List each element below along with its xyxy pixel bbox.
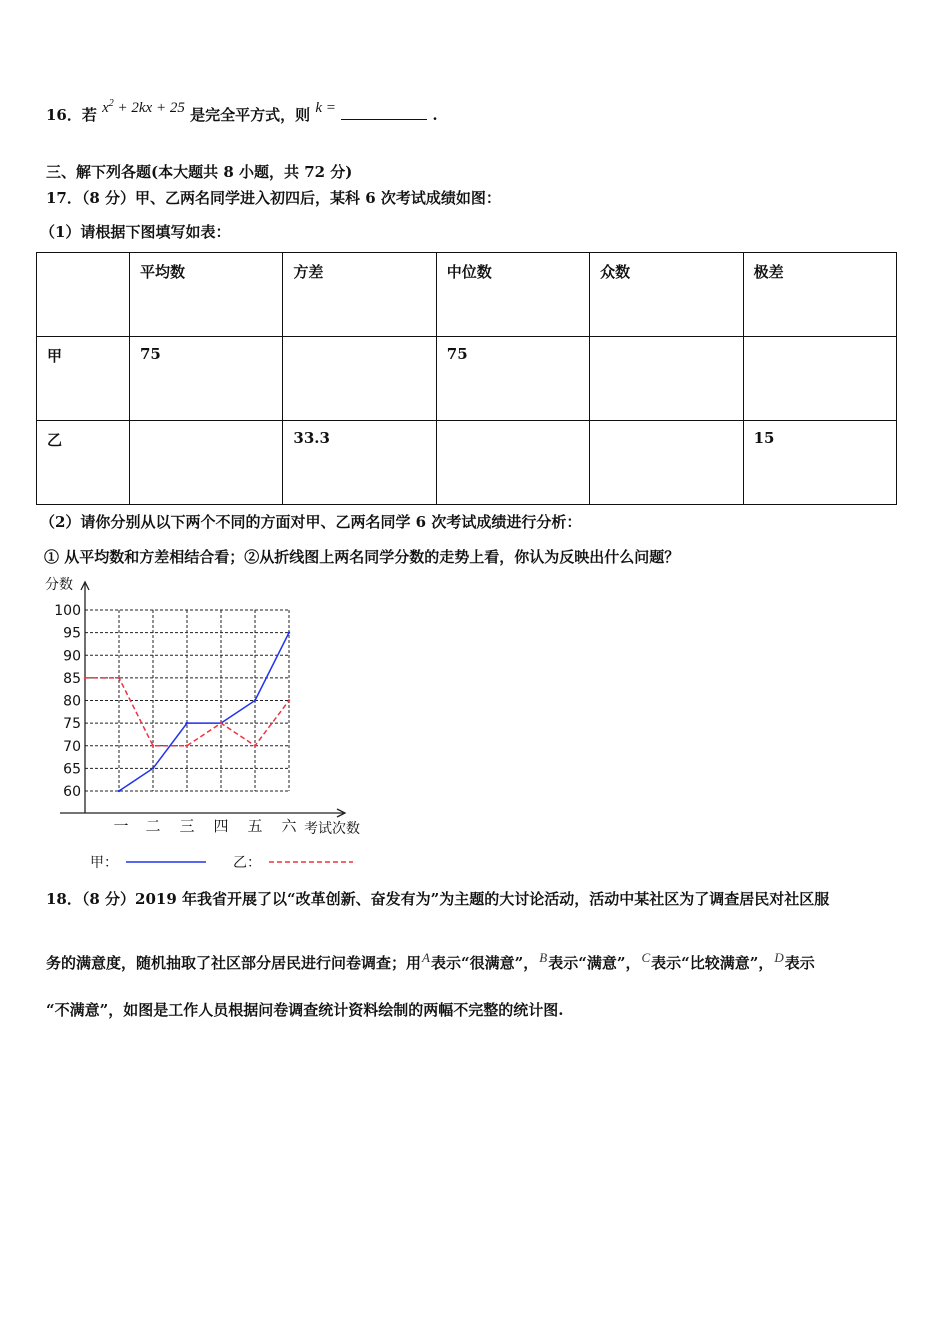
q18-letter-d: D <box>774 950 784 965</box>
data-point <box>118 677 120 679</box>
question-16 <box>46 98 438 125</box>
score-line-chart <box>0 570 420 875</box>
data-point <box>254 745 256 747</box>
table-row <box>37 421 897 505</box>
data-point <box>186 722 188 724</box>
table-cell: 33.3 <box>283 421 436 505</box>
table-cell: 75 <box>436 337 589 421</box>
table-header-cell: 众数 <box>590 253 743 337</box>
q18-letter-a: A <box>422 950 430 965</box>
table-cell: 甲 <box>37 337 130 421</box>
q18-line1: 18．（8 分）2019 年我省开展了以“改革创新、奋发有为”为主题的大讨论活动，活动中某社区为了调查居民对社区服 <box>46 890 830 908</box>
table-header-row <box>37 253 897 337</box>
q18-letter-b: B <box>539 950 548 965</box>
q16-text: 是完全平方式，则 <box>190 106 311 124</box>
data-point <box>254 699 256 701</box>
x-tick-label: 一 <box>113 817 129 835</box>
q16-expr-x: x <box>102 100 109 116</box>
data-point <box>118 790 120 792</box>
data-point <box>152 745 154 747</box>
y-tick-label: 90 <box>63 648 81 665</box>
x-tick-label: 二 <box>145 817 161 835</box>
chart-axes <box>60 582 345 817</box>
table-cell: 乙 <box>37 421 130 505</box>
y-tick-label: 100 <box>54 603 81 619</box>
data-point <box>186 745 188 747</box>
q16-number: 16．若 <box>46 106 97 124</box>
q17-part1: （1）请根据下图填写如表： <box>40 223 231 241</box>
table-cell <box>130 421 283 505</box>
chart-legend <box>90 855 353 871</box>
table-cell <box>436 421 589 505</box>
table-header-cell: 平均数 <box>130 253 283 337</box>
x-tick-label: 五 <box>247 817 263 835</box>
chart-grid <box>85 610 289 791</box>
table-cell <box>743 337 896 421</box>
q17-part2: （2）请你分别从以下两个不同的方面对甲、乙两名同学 6 次考试成绩进行分析： <box>40 513 582 531</box>
table-header-cell <box>37 253 130 337</box>
legend-label: 甲： <box>90 855 118 871</box>
x-tick-label: 六 <box>281 817 297 835</box>
q18-line2-d: 表示“比较满意”， <box>651 954 774 972</box>
data-point <box>84 677 86 679</box>
data-point <box>288 631 290 633</box>
table-cell: 15 <box>743 421 896 505</box>
q18-line2-c: 表示“满意”， <box>548 954 641 972</box>
q18-line2-e: 表示 <box>784 954 815 972</box>
q16-expr-sup: 2 <box>108 98 114 109</box>
table-cell <box>590 337 743 421</box>
x-tick-label: 四 <box>213 817 229 835</box>
y-tick-label: 85 <box>63 670 81 687</box>
q18-line2 <box>46 950 815 973</box>
table-cell: 75 <box>130 337 283 421</box>
y-tick-label: 95 <box>63 625 81 642</box>
data-point <box>152 767 154 769</box>
q16-end: . <box>432 106 438 124</box>
y-tick-label: 70 <box>63 738 81 755</box>
q17-part2-detail: ① 从平均数和方差相结合看；②从折线图上两名同学分数的走势上看，你认为反映出什么问题？ <box>44 548 680 566</box>
q17-stem: 17．（8 分）甲、乙两名同学进入初四后，某科 6 次考试成绩如图： <box>46 189 501 207</box>
q18-line2-a: 务的满意度，随机抽取了社区部分居民进行问卷调查；用 <box>46 954 422 972</box>
q18-line3: “不满意”，如图是工作人员根据问卷调查统计资料绘制的两幅不完整的统计图. <box>46 1001 564 1019</box>
series-line-jia <box>119 633 289 791</box>
q18-letter-c: C <box>641 950 651 965</box>
stats-table <box>36 252 897 505</box>
q16-expr-rest: + 2kx + 25 <box>113 100 185 116</box>
table-cell <box>590 421 743 505</box>
y-axis-label: 分数 <box>45 577 73 593</box>
data-point <box>220 722 222 724</box>
y-tick-label: 65 <box>63 761 81 778</box>
q18-line2-b: 表示“很满意”， <box>430 954 539 972</box>
x-axis-label: 考试次数 <box>304 821 360 837</box>
table-header-cell: 方差 <box>283 253 436 337</box>
table-header-cell: 中位数 <box>436 253 589 337</box>
x-tick-label: 三 <box>179 817 195 835</box>
q16-k-expr: k = <box>315 100 336 116</box>
y-tick-label: 60 <box>63 784 81 800</box>
data-point <box>288 699 290 701</box>
table-header-cell: 极差 <box>743 253 896 337</box>
table-cell <box>283 337 436 421</box>
section-title: 三、解下列各题(本大题共 8 小题，共 72 分) <box>46 163 353 181</box>
legend-label: 乙： <box>233 855 261 871</box>
y-tick-label: 75 <box>63 716 81 733</box>
table-row <box>37 337 897 421</box>
chart-tick-labels <box>45 576 360 837</box>
y-tick-label: 80 <box>63 693 81 710</box>
q16-answer-blank[interactable] <box>341 105 427 120</box>
q16-expression <box>102 100 185 116</box>
